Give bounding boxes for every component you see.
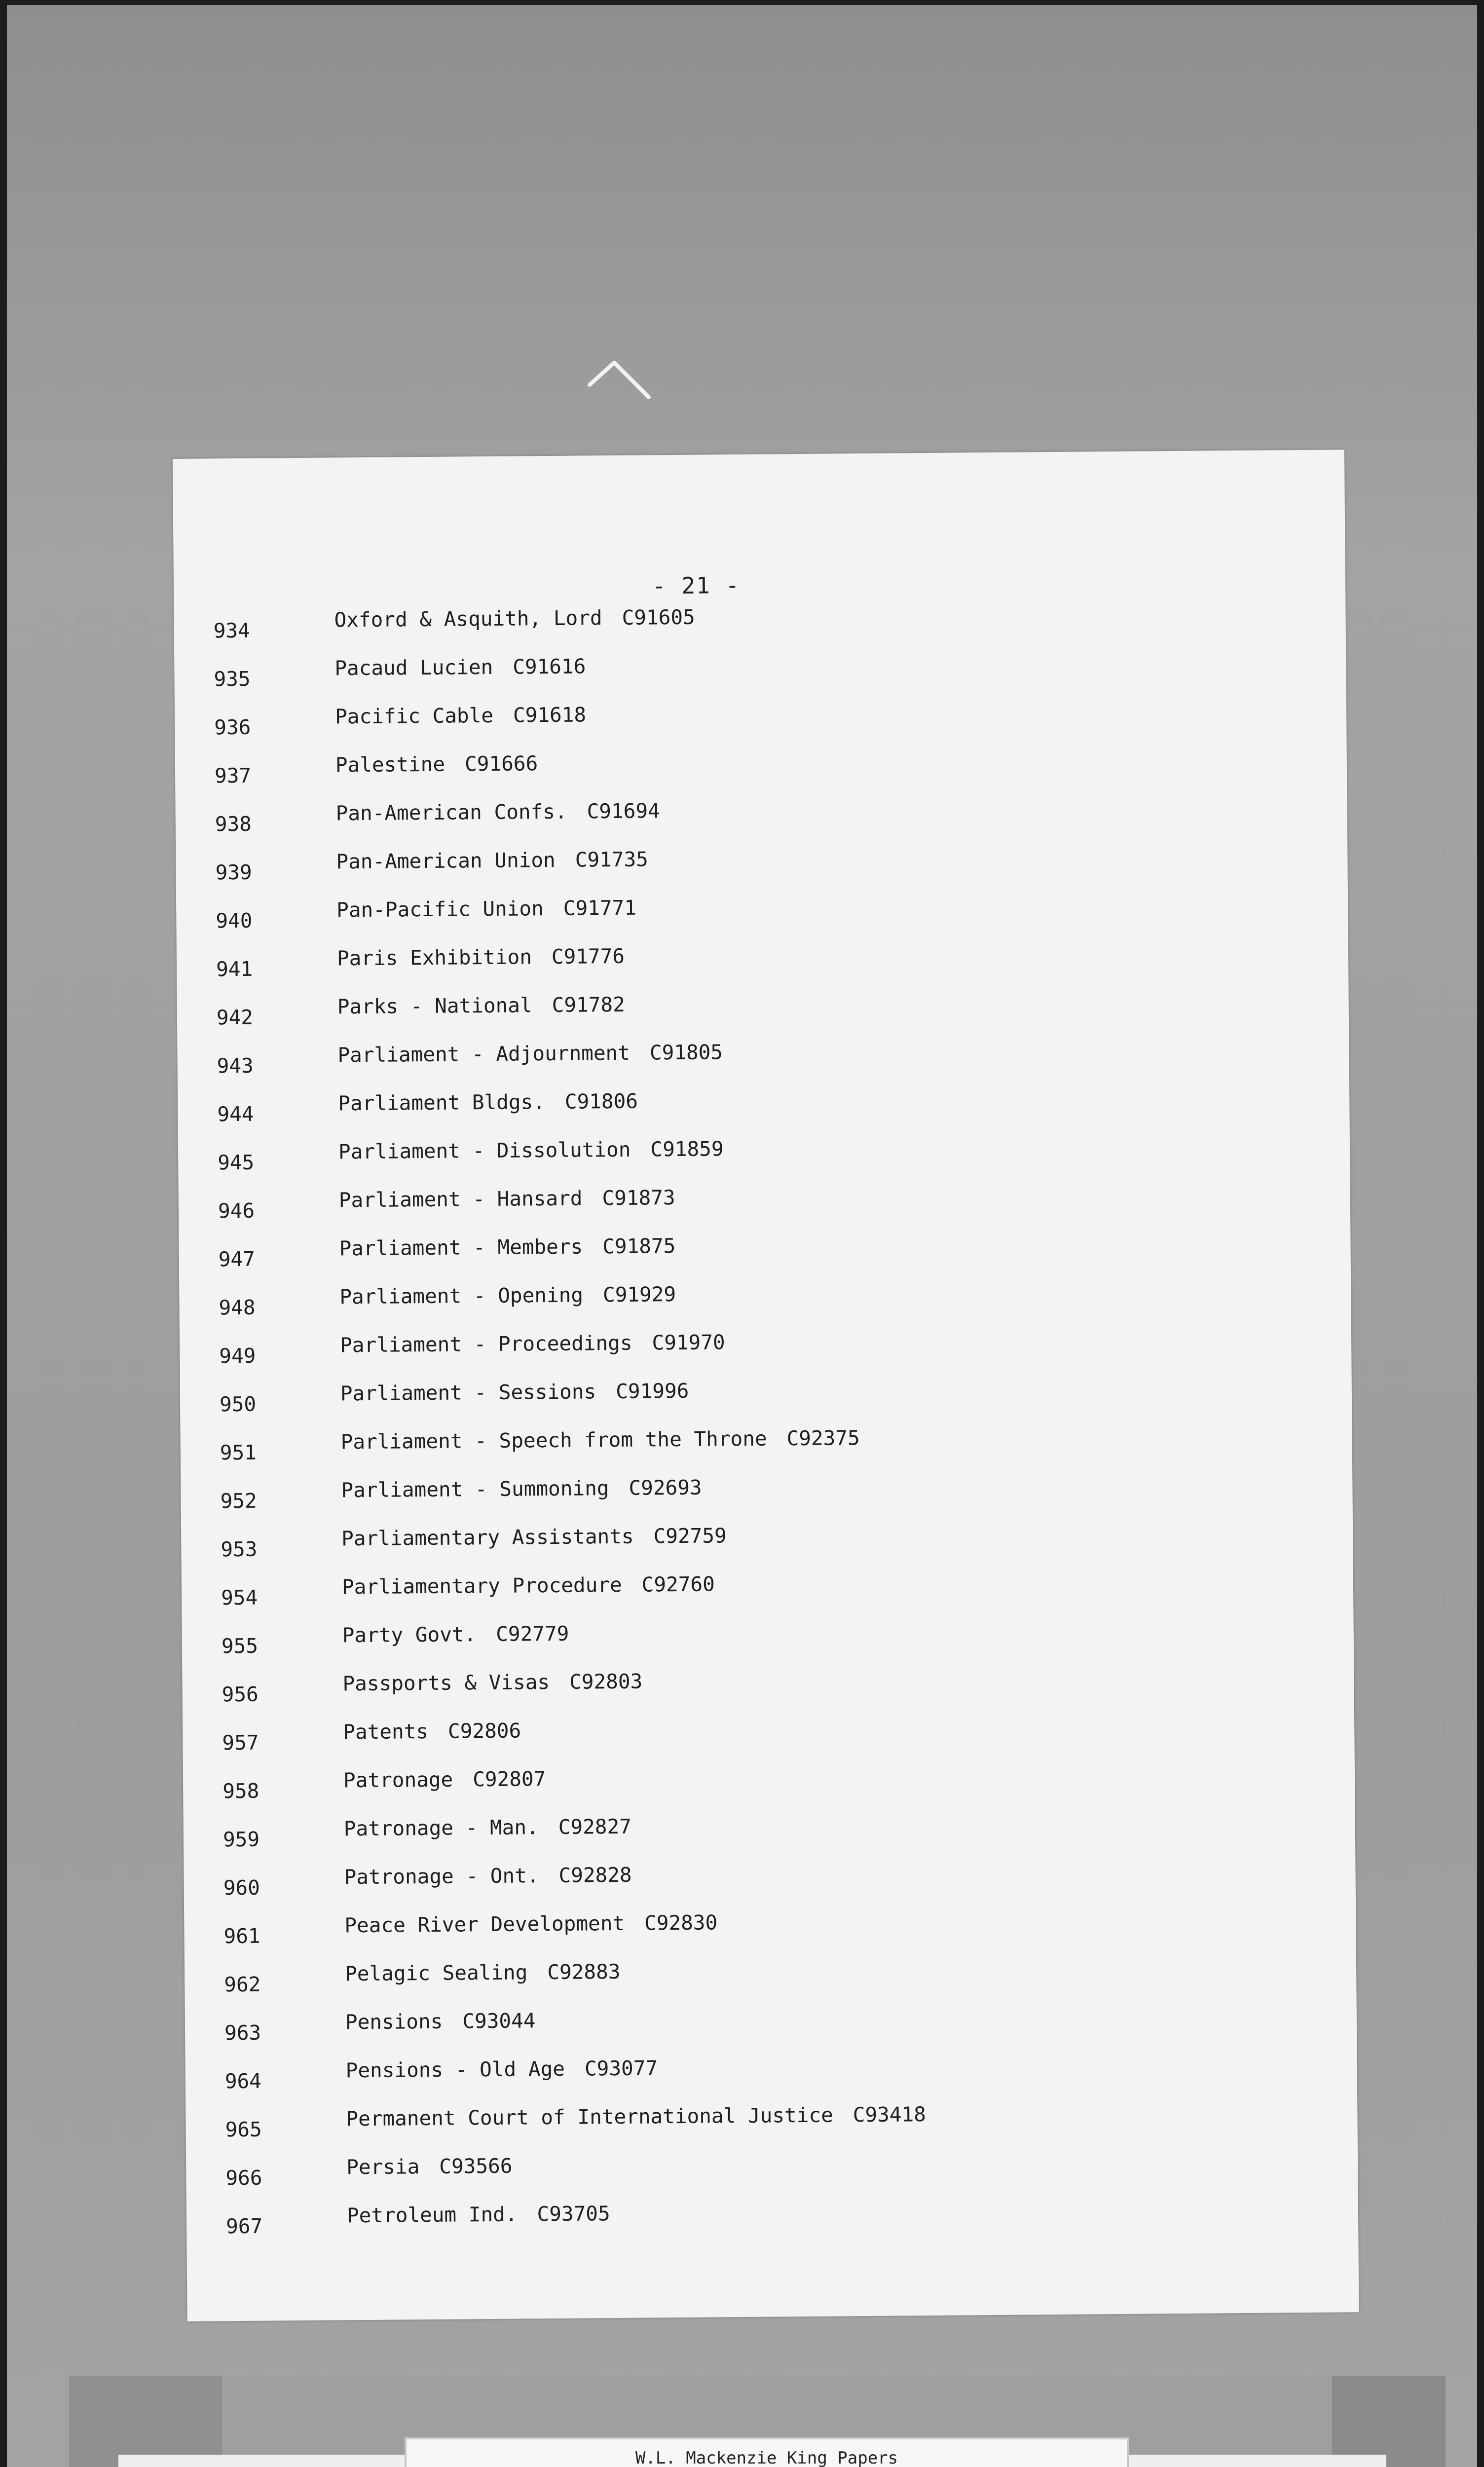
entry-subject: Parliament - Hansard: [338, 1186, 583, 1212]
entry-number: 967: [225, 2214, 263, 2239]
entry-number: 948: [219, 1295, 256, 1320]
index-entry: [222, 1669, 1307, 1722]
entry-subject: Pacaud Lucien: [334, 655, 493, 680]
entry-reference: C91929: [602, 1282, 676, 1307]
entry-subject: Parliament - Members: [339, 1234, 583, 1261]
index-entry: [217, 1089, 1303, 1142]
entry-subject: Parliament - Speech from the Throne: [340, 1426, 767, 1454]
entry-number: 938: [215, 812, 252, 836]
entry-subject: Parliament - Opening: [339, 1283, 584, 1309]
entry-reference: C93077: [584, 2056, 658, 2081]
entry-number: 958: [223, 1779, 260, 1803]
entry-number: 946: [218, 1198, 255, 1223]
entry-subject: Petroleum Ind.: [346, 2202, 518, 2228]
index-entry: [216, 944, 1302, 997]
entry-reference: C92883: [547, 1959, 621, 1984]
entry-number: 963: [224, 2020, 261, 2045]
collection-name: W.L. Mackenzie King Papers: [635, 2448, 898, 2467]
entry-reference: C92759: [653, 1524, 727, 1548]
index-entry: [213, 605, 1299, 658]
entry-reference: C92830: [644, 1910, 718, 1935]
entry-subject: Pensions - Old Age: [345, 2056, 565, 2083]
index-entry: [223, 1910, 1309, 1964]
entry-number: 953: [221, 1537, 258, 1562]
index-entry: [225, 2202, 1312, 2254]
document-page: [173, 449, 1359, 2321]
frame-edge-top: [0, 0, 1484, 5]
index-entry: [221, 1621, 1307, 1674]
entry-reference: C92760: [641, 1572, 715, 1597]
entry-subject: Palestine: [335, 752, 445, 777]
index-entry: [217, 1040, 1302, 1093]
entry-number: 936: [214, 715, 251, 740]
entry-number: 957: [222, 1730, 259, 1755]
entry-subject: Pan-American Union: [336, 848, 556, 874]
entry-subject: Patronage - Man.: [343, 1815, 539, 1841]
entry-number: 966: [225, 2166, 262, 2190]
entry-subject: Passports & Visas: [342, 1670, 550, 1696]
index-entry: [216, 992, 1302, 1045]
entry-subject: Paris Exhibition: [336, 945, 532, 971]
entry-reference: C93418: [853, 2102, 927, 2127]
entry-number: 956: [222, 1682, 259, 1707]
entry-subject: Peace River Development: [344, 1911, 625, 1938]
entry-reference: C91873: [602, 1186, 675, 1210]
index-entry: [220, 1475, 1306, 1529]
entry-number: 960: [223, 1875, 260, 1900]
entry-subject: Parliamentary Procedure: [341, 1572, 622, 1599]
index-entry: [224, 2056, 1311, 2109]
entry-subject: Oxford & Asquith, Lord: [334, 606, 602, 632]
entry-reference: C91616: [513, 654, 586, 679]
entry-subject: Patronage: [343, 1767, 453, 1793]
entry-reference: C92806: [447, 1719, 521, 1743]
entry-subject: Parliamentary Assistants: [341, 1524, 634, 1551]
entry-number: 951: [220, 1440, 257, 1465]
entry-subject: Patents: [343, 1719, 429, 1744]
index-entry: [225, 2102, 1311, 2157]
entry-reference: C91970: [652, 1330, 725, 1355]
index-entry: [214, 751, 1300, 803]
entry-reference: C91771: [563, 896, 637, 920]
board-tab-right: [1332, 2376, 1446, 2467]
entry-number: 949: [219, 1344, 256, 1368]
entry-number: 964: [224, 2069, 262, 2093]
frame-edge-right: [1477, 0, 1484, 2467]
entry-subject: Pacific Cable: [334, 703, 494, 729]
entry-subject: Parks - National: [337, 993, 532, 1019]
index-entry: [220, 1426, 1306, 1480]
index-entry: [221, 1524, 1306, 1577]
entry-number: 935: [214, 667, 251, 691]
entry-reference: C92693: [629, 1475, 702, 1500]
index-entry: [219, 1379, 1305, 1432]
entry-reference: C93044: [462, 2009, 536, 2033]
frame-edge-left: [0, 0, 7, 2467]
index-entry: [214, 654, 1299, 707]
entry-number: 937: [214, 763, 252, 788]
entry-reference: C91859: [650, 1137, 724, 1161]
board-tab-left: [69, 2376, 222, 2467]
entry-number: 962: [224, 1972, 261, 1997]
page-number: - 21 -: [652, 571, 741, 599]
entry-number: 955: [221, 1634, 259, 1658]
entry-subject: Pan-Pacific Union: [336, 897, 544, 922]
entry-reference: C91776: [551, 944, 625, 969]
entry-reference: C92779: [496, 1621, 569, 1646]
index-entry: [219, 1282, 1304, 1335]
entry-reference: C91805: [649, 1040, 723, 1065]
entry-number: 952: [220, 1489, 257, 1513]
entry-subject: Pelagic Sealing: [344, 1960, 528, 1986]
index-entry: [224, 1959, 1310, 2012]
entry-subject: Party Govt.: [342, 1622, 477, 1647]
check-mark-icon: [587, 358, 651, 402]
entry-number: 934: [213, 618, 250, 643]
entry-subject: Parliament - Summoning: [341, 1476, 609, 1502]
entry-number: 944: [217, 1102, 254, 1126]
entry-number: 950: [219, 1392, 257, 1417]
entry-reference: C91618: [513, 703, 587, 727]
index-entry: [218, 1137, 1303, 1190]
index-entry: [215, 799, 1301, 852]
index-entry: [223, 1767, 1308, 1819]
entry-reference: C92827: [558, 1814, 632, 1839]
entry-number: 943: [217, 1053, 254, 1078]
entry-subject: Parliament Bldgs.: [338, 1090, 546, 1116]
entry-number: 959: [223, 1827, 260, 1852]
index-entry: [224, 2009, 1310, 2060]
entry-subject: Permanent Court of International Justice: [346, 2103, 833, 2131]
entry-number: 961: [223, 1924, 260, 1948]
entry-number: 965: [225, 2117, 262, 2142]
index-entry: [219, 1330, 1305, 1383]
index-entry: [223, 1814, 1309, 1867]
index-entry: [218, 1234, 1304, 1287]
entry-reference: C91605: [622, 605, 695, 630]
index-entry: [218, 1186, 1304, 1238]
collection-caption: [405, 2437, 1129, 2467]
index-entry: [223, 1863, 1309, 1915]
entry-number: 942: [216, 1005, 254, 1030]
entry-reference: C92828: [558, 1863, 632, 1887]
entry-number: 941: [216, 957, 253, 981]
index-entry: [221, 1572, 1307, 1625]
entry-subject: Parliament - Dissolution: [338, 1137, 631, 1164]
entry-reference: C92807: [473, 1767, 546, 1792]
entry-subject: Parliament - Adjournment: [337, 1041, 631, 1067]
entry-number: 954: [221, 1585, 258, 1610]
index-entry: [215, 847, 1301, 900]
entry-reference: C91782: [552, 992, 625, 1017]
index-entry: [214, 703, 1300, 755]
entry-number: 940: [216, 908, 253, 933]
entry-subject: Persia: [346, 2155, 420, 2179]
entry-subject: Parliament - Proceedings: [339, 1331, 632, 1357]
entry-reference: C91735: [575, 847, 649, 872]
entry-number: 947: [218, 1247, 255, 1271]
entry-reference: C91694: [587, 799, 660, 823]
entry-reference: C93705: [537, 2202, 610, 2226]
entry-number: 945: [218, 1150, 255, 1175]
entry-subject: Pan-American Confs.: [335, 799, 567, 825]
index-entry: [222, 1719, 1308, 1770]
entry-reference: C92803: [569, 1669, 643, 1694]
index-entry: [216, 896, 1301, 948]
entry-reference: C91996: [616, 1379, 689, 1404]
index-entry: [225, 2154, 1311, 2205]
entry-reference: C93566: [439, 2154, 513, 2178]
entry-reference: C91806: [564, 1089, 638, 1114]
entry-reference: C92375: [786, 1426, 860, 1451]
entry-subject: Parliament - Sessions: [340, 1380, 596, 1406]
entry-subject: Pensions: [345, 2009, 443, 2034]
entry-reference: C91875: [602, 1234, 676, 1259]
entry-number: 939: [215, 860, 252, 885]
entry-reference: C91666: [464, 751, 538, 776]
entry-subject: Patronage - Ont.: [344, 1864, 539, 1889]
